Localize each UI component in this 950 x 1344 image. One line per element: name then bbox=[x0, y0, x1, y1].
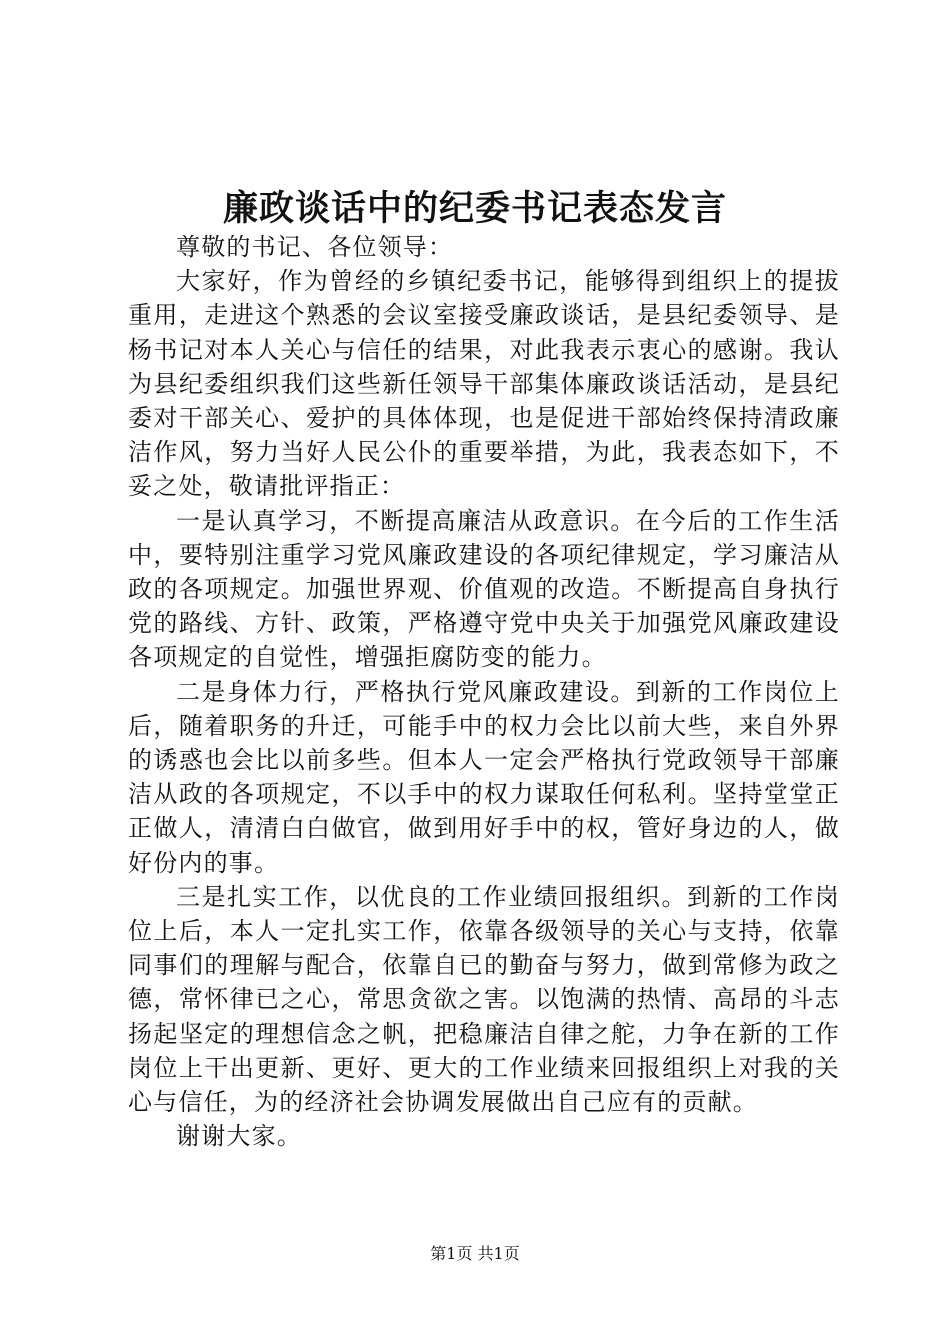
point-two-paragraph: 二是身体力行，严格执行党风廉政建设。到新的工作岗位上后，随着职务的升迁，可能手中的权力会比以前大些，来自外界的诱惑也会比以前多些。但本人一定会严格执行党政领导干部廉洁从政的各项规定，不以手中的权力谋取任何私利。坚持堂堂正正做人，清清白白做官，做到用好手中的权，管好身边的人，做好份内的事。 bbox=[128, 677, 840, 877]
document-title: 廉政谈话中的纪委书记表态发言 bbox=[222, 188, 727, 229]
salutation-paragraph: 尊敬的书记、各位领导： bbox=[176, 233, 454, 261]
document-body bbox=[128, 230, 840, 1153]
point-three-paragraph: 三是扎实工作，以优良的工作业绩回报组织。到新的工作岗位上后，本人一定扎实工作，依靠各级领导的关心与支持，依靠同事们的理解与配合，依靠自已的勤奋与努力，做到常修为政之德，常怀律已之心，常思贪欲之害。以饱满的热情、高昂的斗志扬起坚定的理想信念之帆，把稳廉洁自律之舵，力争在新的工作岗位上干出更新、更好、更大的工作业绩来回报组织上对我的关心与信任，为的经济社会协调发展做出自己应有的贡献。 bbox=[128, 882, 840, 1117]
page-number-footer: 第1页 共1页 bbox=[430, 1244, 520, 1263]
closing-paragraph: 谢谢大家。 bbox=[176, 1122, 302, 1151]
intro-paragraph: 大家好，作为曾经的乡镇纪委书记，能够得到组织上的提拔重用，走进这个熟悉的会议室接受廉政谈话，是县纪委领导、是杨书记对本人关心与信任的结果，对此我表示衷心的感谢。我认为县纪委组织我们这些新任领导干部集体廉政谈话活动，是县纪委对干部关心、爱护的具体体现，也是促进干部始终保持清政廉洁作风，努力当好人民公仆的重要举措，为此，我表态如下，不妥之处，敬请批评指正： bbox=[128, 267, 840, 501]
point-one-paragraph: 一是认真学习，不断提高廉洁从政意识。在今后的工作生活中，要特别注重学习党风廉政建设的各项纪律规定，学习廉洁从政的各项规定。加强世界观、价值观的改造。不断提高自身执行党的路线、方针、政策，严格遵守党中央关于加强党风廉政建设各项规定的自觉性，增强拒腐防变的能力。 bbox=[128, 506, 840, 672]
